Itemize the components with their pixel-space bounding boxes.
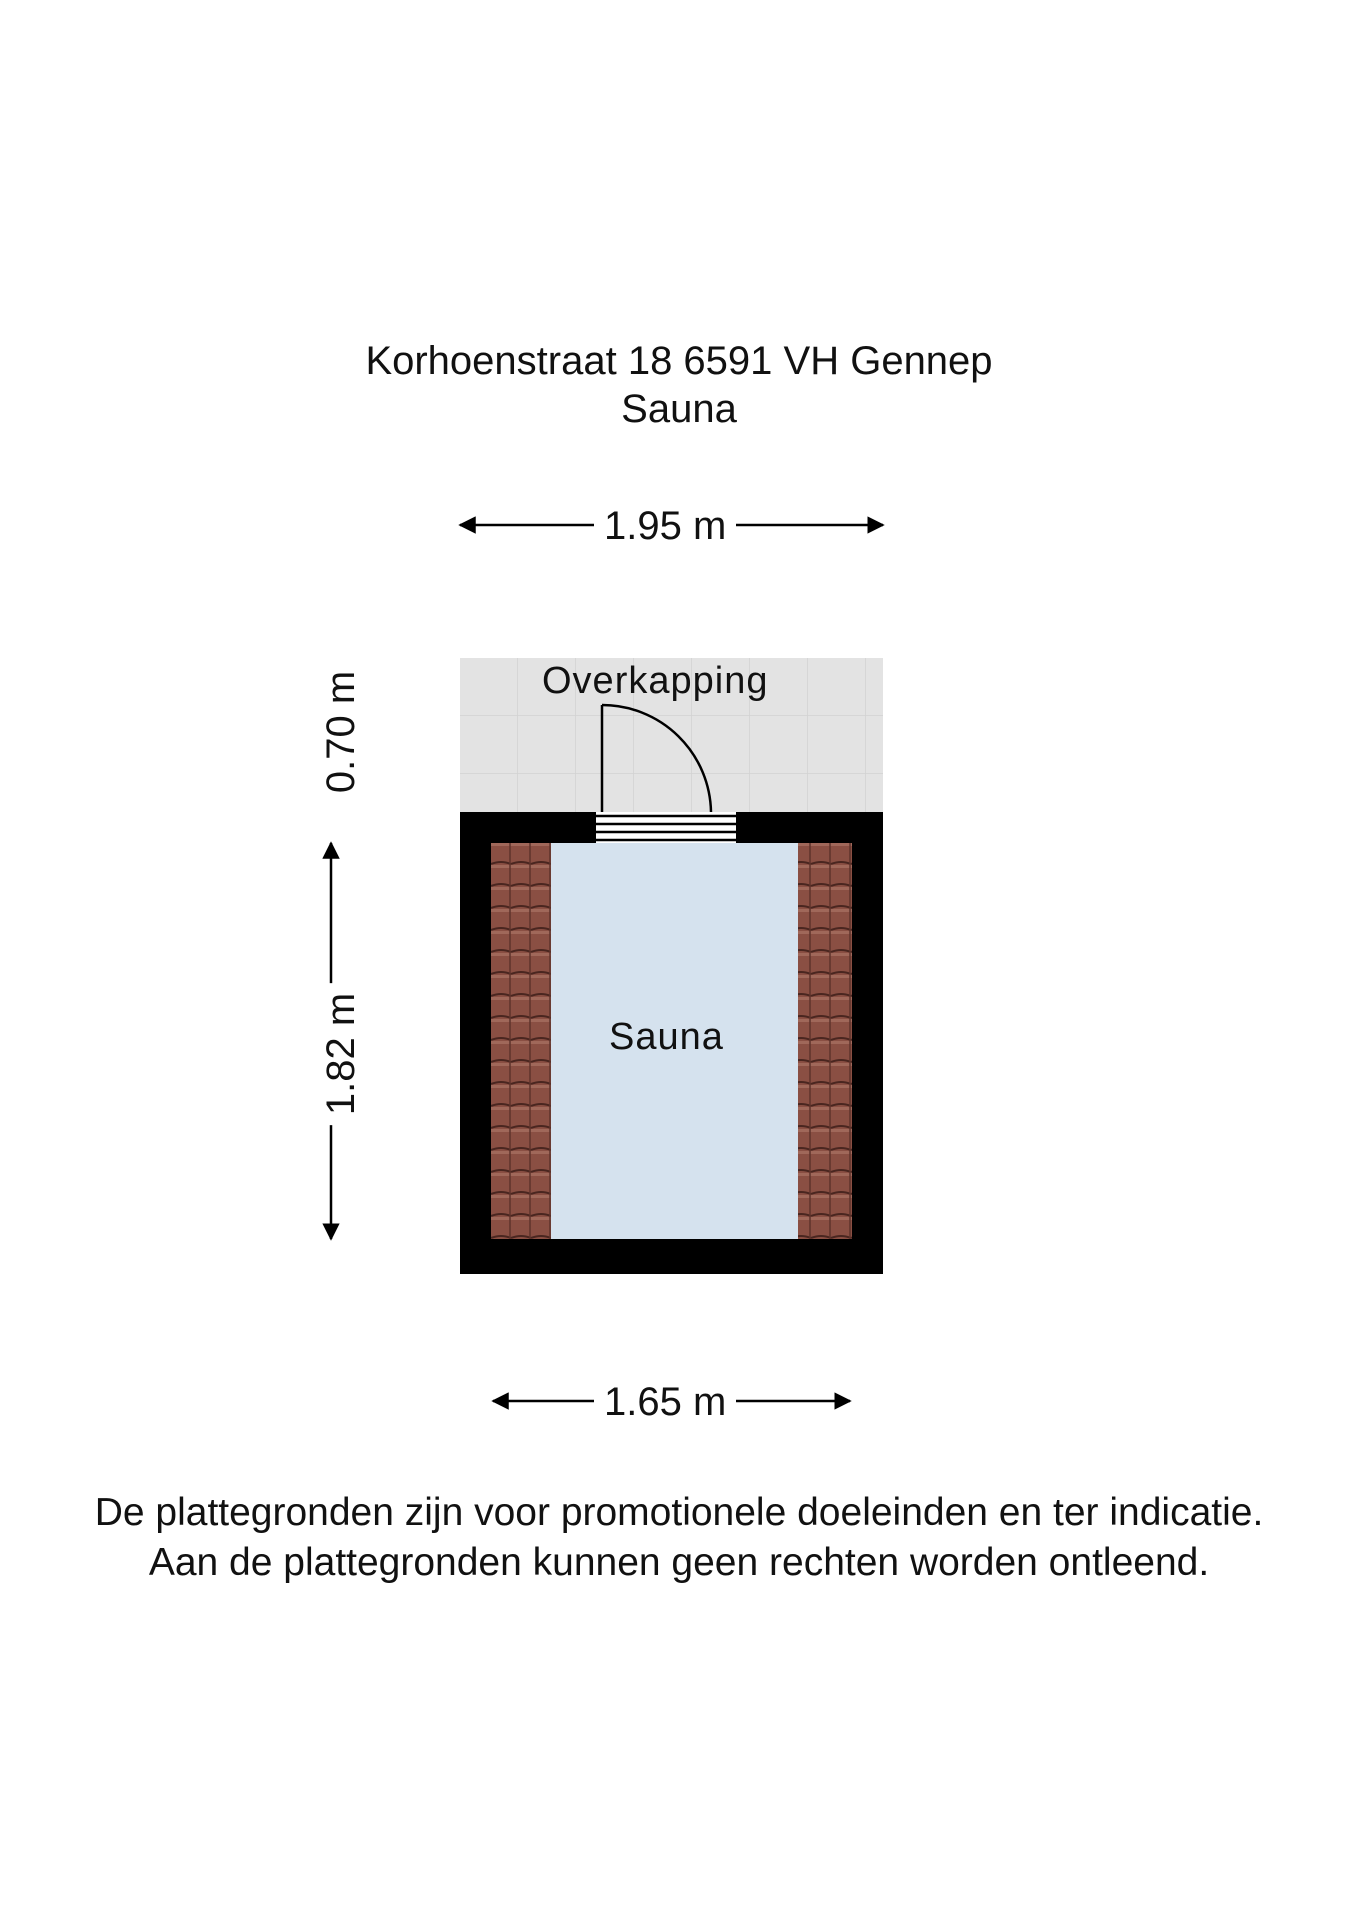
room-label-sauna: Sauna [609, 1016, 724, 1058]
room-label-overkapping: Overkapping [542, 660, 769, 702]
disclaimer-line-2: Aan de plattegronden kunnen geen rechten worden ontleend. [148, 1541, 1210, 1584]
dim-sauna-depth-label: 1.82 m [317, 983, 365, 1125]
address-title: Korhoenstraat 18 6591 VH Gennep [365, 339, 993, 383]
bench-right [798, 843, 852, 1239]
bench-left [491, 843, 551, 1239]
dim-bottom-label: 1.65 m [594, 1378, 736, 1426]
dim-top-label: 1.95 m [594, 502, 736, 550]
floor-title: Sauna [621, 387, 737, 431]
disclaimer-line-1: De plattegronden zijn voor promotionele doeleinden en ter indicatie. [94, 1491, 1264, 1534]
dim-overkapping-label: 0.70 m [317, 661, 365, 803]
